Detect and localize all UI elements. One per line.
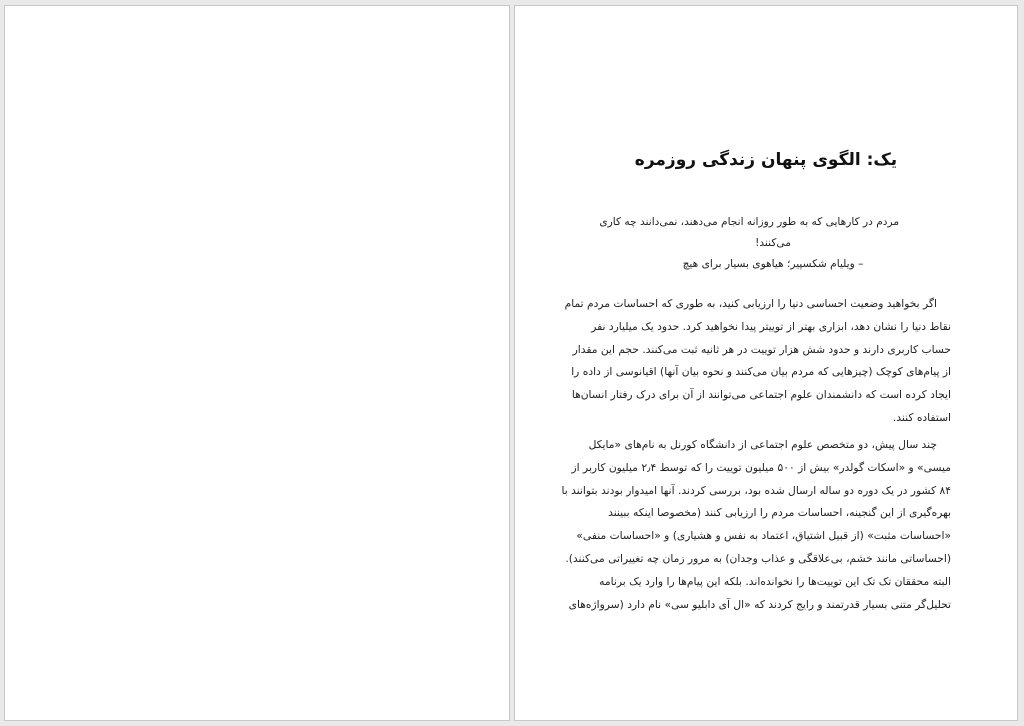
epigraph-line: مردم در کارهایی که به طور روزانه انجام می‌دهند، نمی‌دانند چه کاری [599, 216, 899, 228]
right-page [514, 5, 1018, 721]
paragraph-line: البته محققان تک تک این توییت‌ها را نخوانده‌اند. بلکه این پیام‌ها را وارد یک برنامه [599, 574, 951, 588]
paragraph-2 [561, 434, 951, 616]
paragraph-line: حساب کاربری دارند و حدود شش هزار توییت در هر ثانیه ثبت می‌کنند. حجم این مقدار [572, 342, 951, 356]
paragraph-line: نقاط دنیا را نشان دهد، ابزاری بهتر از توییتر پیدا نخواهید کرد. حدود یک میلیارد نفر [591, 319, 951, 333]
chapter-title: یک: الگوی پنهان زندگی روزمره [634, 150, 898, 170]
paragraph-line: بهره‌گیری از این گنجینه، احساسات مردم را ارزیابی کنند (مخصوصا اینکه ببینند [608, 506, 951, 520]
paragraph-line: تحلیل‌گر متنی بسیار قدرتمند و رایج کردند که «ال آی دابلیو سی» نام دارد (سرواژه‌های [568, 597, 951, 611]
paragraph-line: ایجاد کرده است که دانشمندان علوم اجتماعی می‌توانند از آن برای درک رفتار انسان‌ها [571, 388, 951, 402]
paragraph-line: اگر بخواهید وضعیت احساسی دنیا را ارزیابی کنید، به طوری که احساسات مردم تمام [564, 297, 937, 310]
left-page [4, 5, 510, 721]
paragraph-line: ۸۴ کشور در یک دوره دو ساله ارسال شده بود، بررسی کردند. آنها امیدوار بودند بتوانند با [561, 483, 951, 497]
epigraph-line: می‌کنند! [755, 237, 791, 249]
paragraph-line: چند سال پیش، دو متخصص علوم اجتماعی از دانشگاه کورنل به نام‌های «مایکل [588, 438, 937, 451]
paragraph-line: «احساسات مثبت» (از قبیل اشتیاق، اعتماد به نفس و هشیاری) و «احساسات منفی» [576, 529, 951, 543]
paragraph-1 [564, 293, 951, 430]
epigraph [599, 212, 899, 275]
paragraph-line: میسی» و «اسکات گولدر» بیش از ۵۰۰ میلیون توییت را که توسط ۲٫۴ میلیون کاربر از [571, 460, 951, 474]
paragraph-line: (احساساتی مانند خشم، بی‌علاقگی و عذاب وجدان) به مرور زمان چه تغییراتی می‌کنند). [565, 551, 951, 565]
epigraph-attribution: – ویلیام شکسپیر؛ هیاهوی بسیار برای هیچ [682, 258, 864, 270]
paragraph-line: استفاده کنند. [892, 410, 951, 424]
paragraph-line: از پیام‌های کوچک (چیزهایی که مردم بیان می‌کنند و نحوه بیان آنها) اقیانوسی از داده را [571, 365, 951, 379]
